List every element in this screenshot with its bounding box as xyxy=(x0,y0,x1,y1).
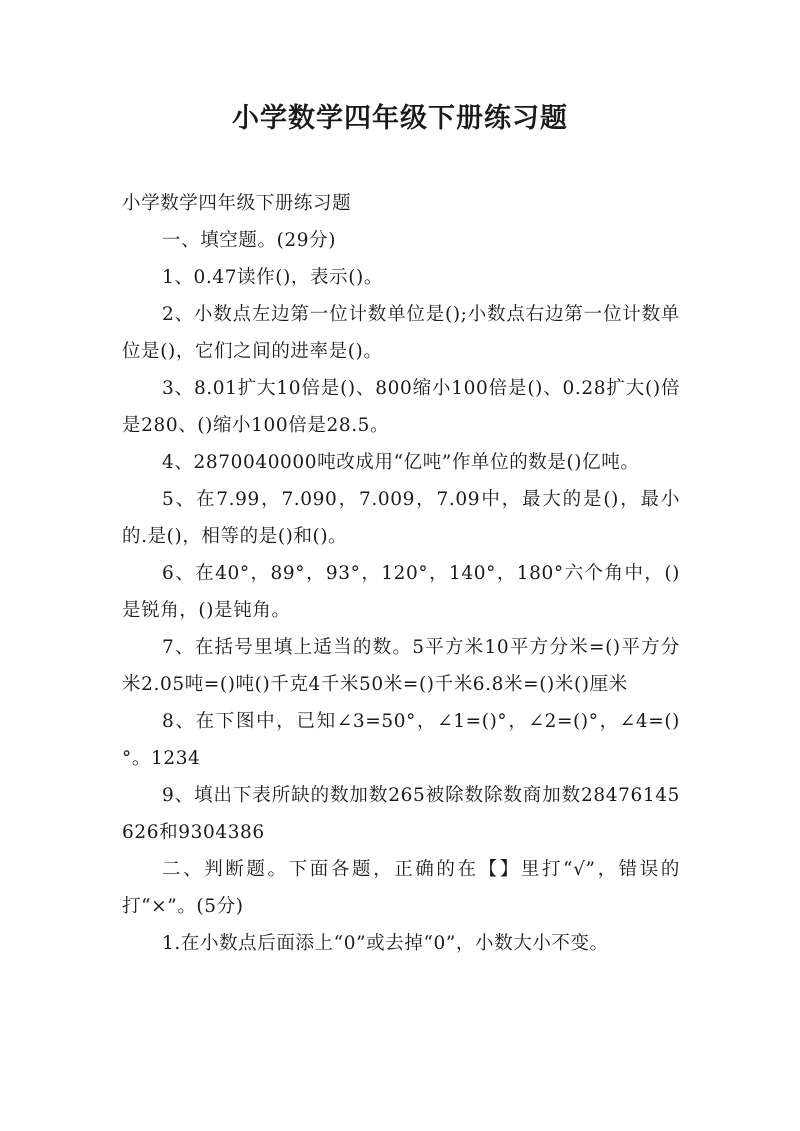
question-paragraph: 1、0.47读作()，表示()。 xyxy=(162,267,383,288)
question-paragraph: 9、填出下表所缺的数加数265被除数除数商加数28476145626和9304386 xyxy=(122,785,680,843)
question-paragraph: 2、小数点左边第一位计数单位是();小数点右边第一位计数单位是()，它们之间的进率是()。 xyxy=(122,304,680,362)
question-paragraph: 1.在小数点后面添上“0”或去掉“0”，小数大小不变。 xyxy=(162,933,609,954)
question-paragraph: 3、8.01扩大10倍是()、800缩小100倍是()、0.28扩大()倍是280、()缩小100倍是28.5。 xyxy=(122,378,680,436)
question-paragraph: 8、在下图中，已知∠3=50°，∠1=()°，∠2=()°，∠4=()°。1234 xyxy=(122,711,680,769)
section-heading-fill-in: 一、填空题。(29分) xyxy=(162,230,337,251)
question-paragraph: 5、在7.99，7.090，7.009，7.09中，最大的是()，最小的.是()，相等的是()和()。 xyxy=(122,489,680,547)
question-paragraph: 7、在括号里填上适当的数。5平方米10平方分米=()平方分米2.05吨=()吨()千克4千米50米=()千米6.8米=()米()厘米 xyxy=(122,637,680,695)
question-paragraph: 4、2870040000吨改成用“亿吨”作单位的数是()亿吨。 xyxy=(162,452,640,473)
subtitle-paragraph: 小学数学四年级下册练习题 xyxy=(122,193,352,214)
document-body xyxy=(122,185,680,962)
document-title: 小学数学四年级下册练习题 xyxy=(232,103,568,134)
question-paragraph: 6、在40°，89°，93°，120°，140°，180°六个角中，()是锐角，()是钝角。 xyxy=(122,563,680,621)
section-heading-true-false: 二、判断题。下面各题，正确的在【】里打“√”，错误的打“×”。(5分) xyxy=(122,859,680,917)
